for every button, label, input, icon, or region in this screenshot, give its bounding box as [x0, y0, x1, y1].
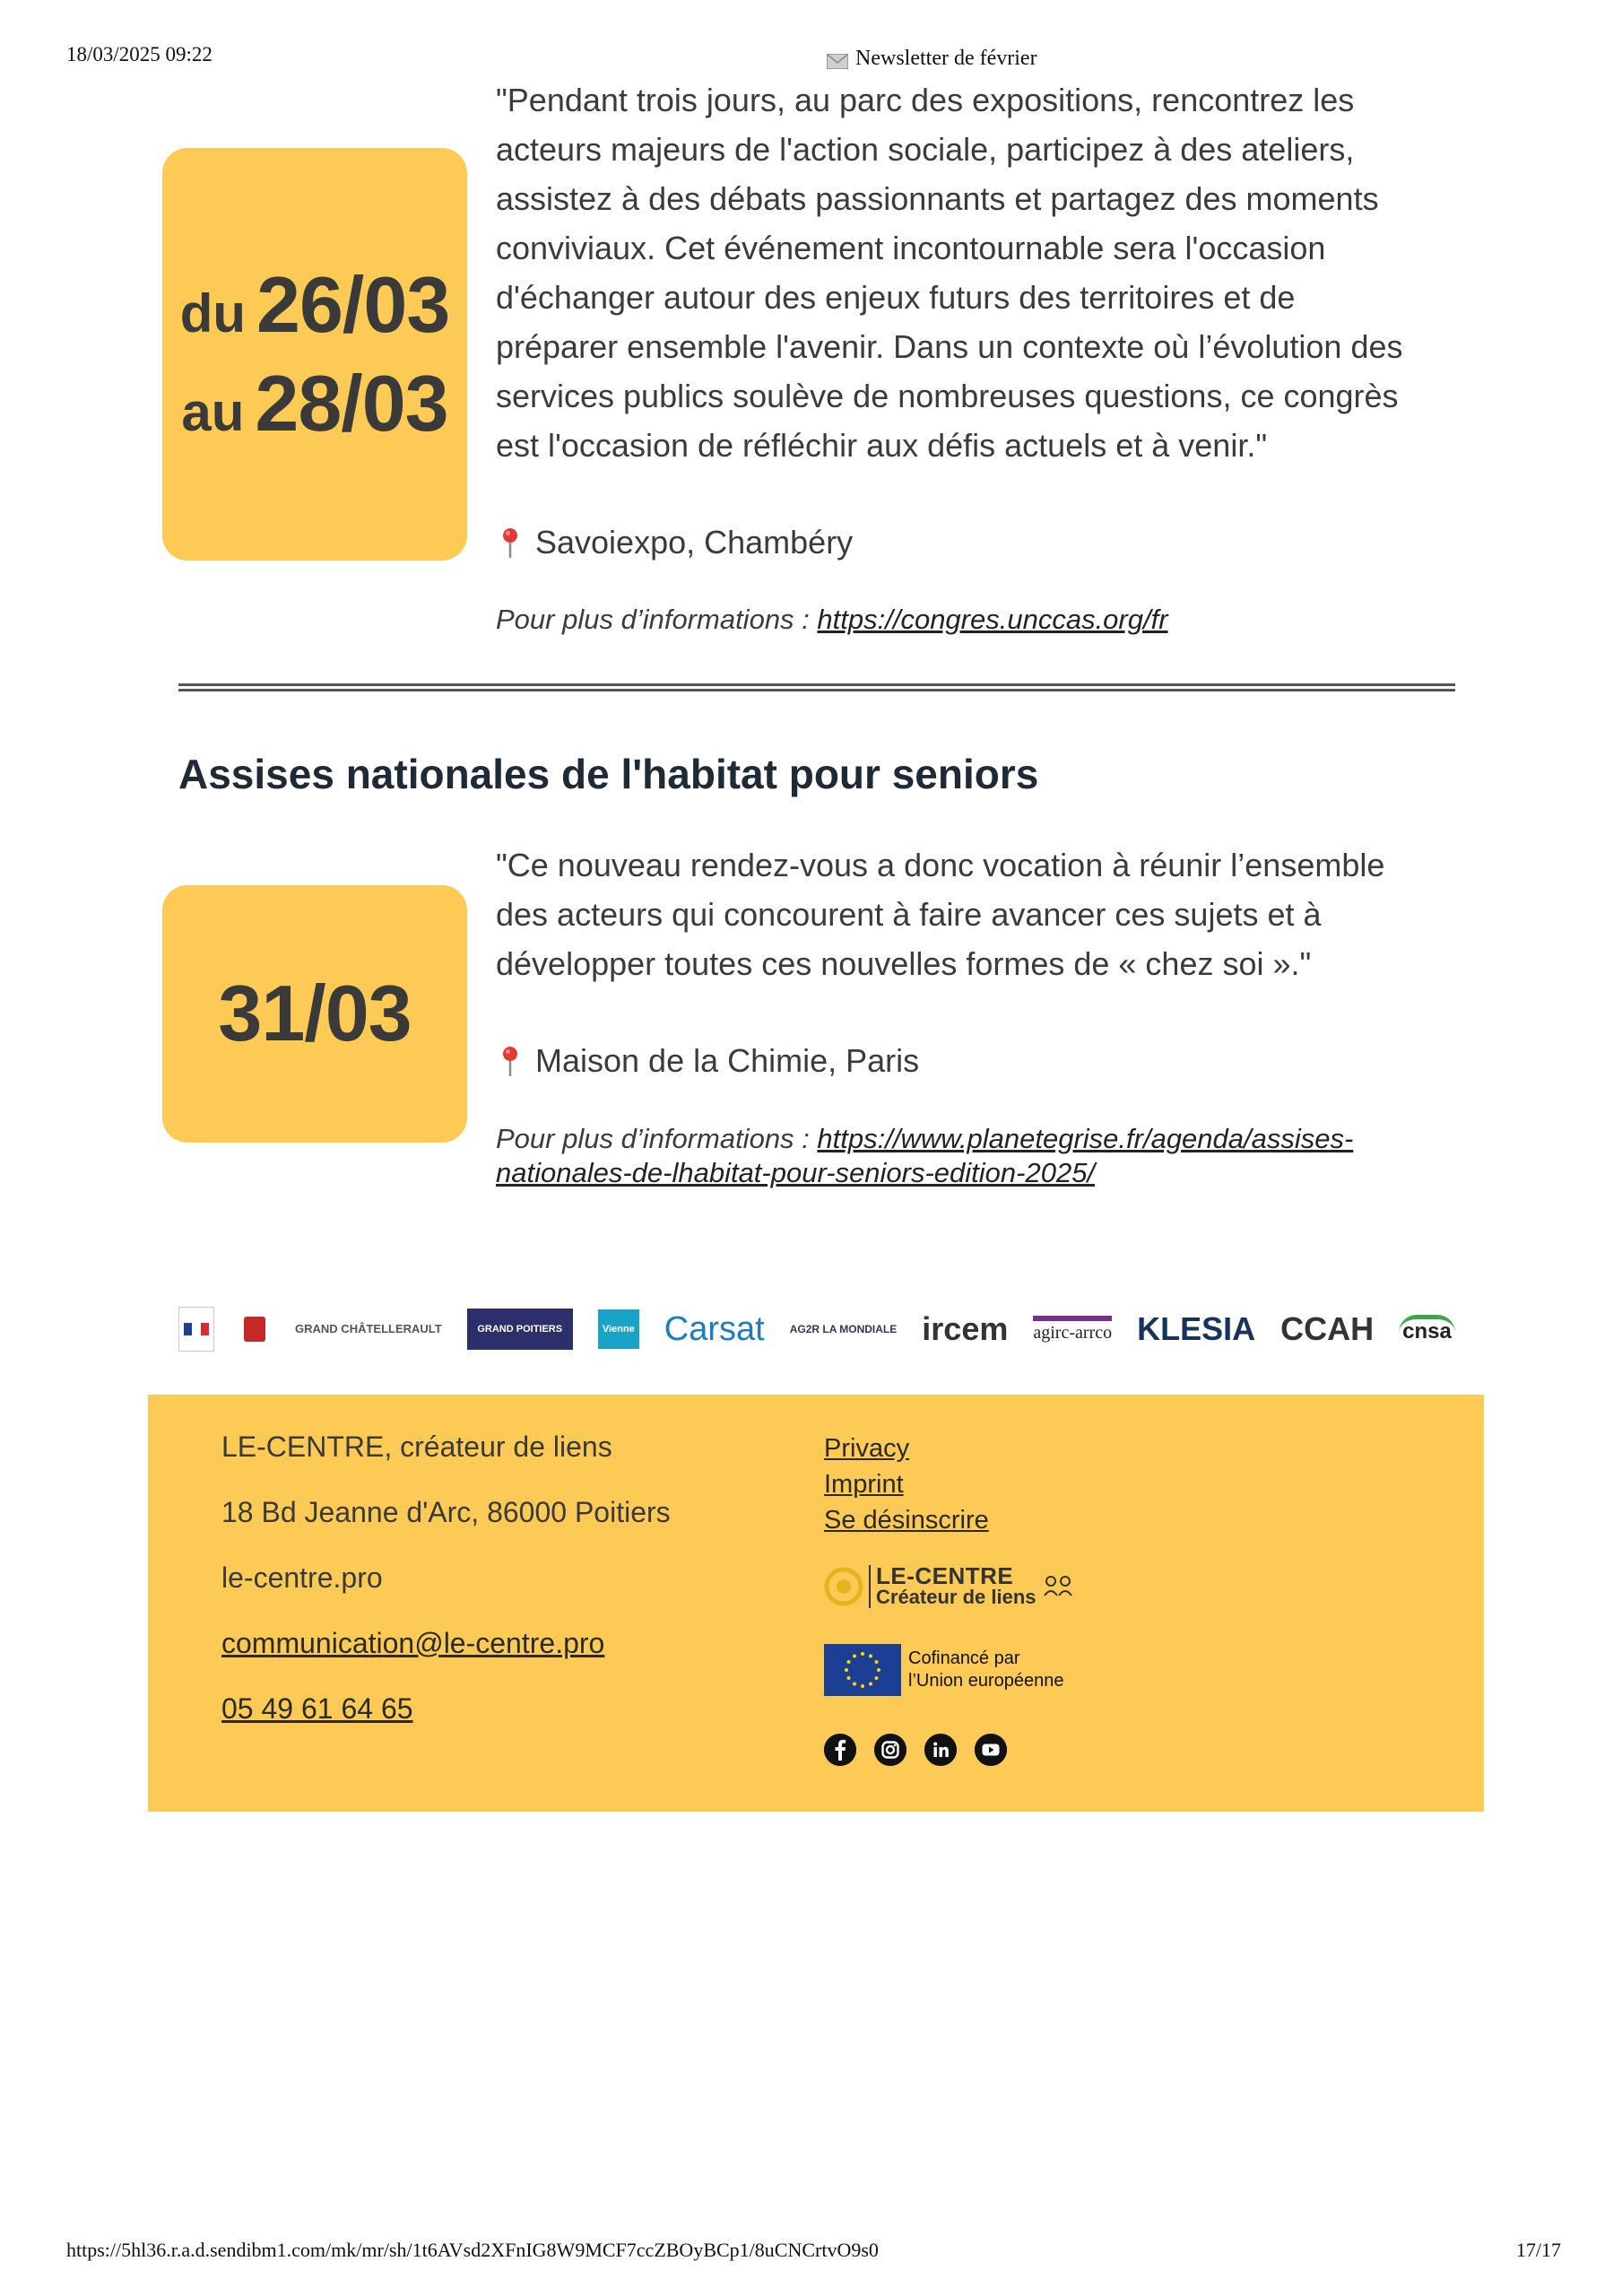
facebook-icon[interactable] — [824, 1734, 856, 1766]
event2-quote: "Ce nouveau rendez-vous a donc vocation à réunir l’ensemble des acteurs qui concourent à faire avancer ces sujets et à développer toutes ces nouvelles formes de « chez soi »." — [496, 847, 1385, 982]
print-url: https://5hl36.r.a.d.sendibm1.com/mk/mr/sh/1t6AVsd2XFnIG8W9MCF7ccZBOyBCp1/8uCNCrtvO9s0 — [66, 2239, 879, 2261]
newsletter-title: Newsletter de février — [855, 47, 1037, 70]
event2-info: Pour plus d’informations : https://www.planetegrise.fr/agenda/assises- nationales-de-lhabitat-pour-seniors-edition-2025/ — [496, 1123, 1354, 1188]
section-divider — [178, 683, 1455, 691]
event2-location-text: Maison de la Chimie, Paris — [535, 1042, 920, 1079]
ircem-logo: ircem — [922, 1310, 1009, 1347]
carsat-logo: Carsat — [664, 1309, 765, 1348]
footer-org-name: LE-CENTRE, créateur de liens — [221, 1431, 612, 1463]
unsubscribe-link[interactable]: Se désinscrire — [824, 1506, 989, 1535]
social-links — [824, 1734, 1074, 1766]
footer-website: le-centre.pro — [221, 1561, 383, 1594]
location-pin-icon — [499, 526, 521, 559]
prefet-logo — [178, 1307, 214, 1352]
privacy-link[interactable]: Privacy — [824, 1434, 910, 1463]
envelope-icon — [827, 51, 848, 66]
event1-date-from: du 26/03 — [179, 259, 450, 349]
grand-chatellerault-logo: GRAND CHÂTELLERAULT — [295, 1322, 442, 1335]
ccah-logo: CCAH — [1280, 1310, 1375, 1347]
le-centre-emblem-icon — [824, 1567, 863, 1606]
partner-logos — [178, 1302, 1455, 1356]
event2-location — [499, 1042, 919, 1080]
event2-date: 31/03 — [218, 969, 412, 1058]
event2-date-card — [162, 885, 467, 1143]
klesia-logo: KLESIA — [1137, 1310, 1256, 1347]
event1-quote: "Pendant trois jours, au parc des expositions, rencontrez les acteurs majeurs de l'action sociale, participez à des ateliers, assistez à des débats passionnants et partagez des moments conviviaux. Cet événement incontournable sera l'occasion d'échanger autour des enjeux futurs des territoires et de préparer ensemble l'avenir. Dans un contexte où l’évolution des services publics soulève de nombreuses questions, ce congrès est l'occasion de réfléchir aux défis actuels et à venir." — [496, 82, 1403, 464]
event1-date-to: au 28/03 — [181, 359, 448, 448]
people-link-icon — [1042, 1574, 1074, 1599]
region-nouvelle-aquitaine-logo — [239, 1307, 270, 1352]
cnsa-logo: cnsa — [1399, 1315, 1455, 1344]
footer-phone-link[interactable]: 05 49 61 64 65 — [221, 1692, 413, 1725]
footer-address: 18 Bd Jeanne d'Arc, 86000 Poitiers — [221, 1496, 671, 1528]
event2-section-title: Assises nationales de l'habitat pour seniors — [178, 751, 1039, 797]
footer-links — [824, 1431, 1074, 1766]
linkedin-icon[interactable] — [924, 1734, 957, 1766]
eu-flag-icon — [824, 1644, 901, 1696]
youtube-icon[interactable] — [975, 1734, 1007, 1766]
event1-location-text: Savoiexpo, Chambéry — [535, 524, 854, 561]
instagram-icon[interactable] — [874, 1734, 906, 1766]
print-datetime: 18/03/2025 09:22 — [66, 43, 213, 65]
event1-info-link[interactable]: https://congres.unccas.org/fr — [817, 604, 1168, 635]
event2-info-link[interactable]: https://www.planetegrise.fr/agenda/assises- nationales-de-lhabitat-pour-seniors-edition-2025/ — [496, 1123, 1354, 1188]
eu-cofinance-logo: Cofinancé par l’Union européenne — [824, 1644, 1074, 1696]
ag2r-logo: AG2R LA MONDIALE — [789, 1323, 898, 1335]
footer-contact — [221, 1429, 671, 1756]
le-centre-logo: LE-CENTRE Créateur de liens — [824, 1565, 1074, 1608]
imprint-link[interactable]: Imprint — [824, 1470, 904, 1499]
grand-poitiers-logo: GRAND POITIERS — [467, 1309, 573, 1350]
newsletter-footer — [148, 1395, 1484, 1812]
print-page-number: 17/17 — [1515, 2239, 1561, 2261]
location-pin-icon — [499, 1045, 521, 1077]
footer-email-link[interactable]: communication@le-centre.pro — [221, 1627, 605, 1659]
print-title — [827, 47, 1037, 71]
event1-date-card — [162, 148, 467, 561]
event1-info: Pour plus d’informations : https://congres.unccas.org/fr — [496, 604, 1168, 635]
agirc-arrco-logo: agirc-arrco — [1033, 1316, 1112, 1344]
vienne-logo: Vienne — [598, 1309, 639, 1349]
event1-location — [499, 524, 853, 561]
